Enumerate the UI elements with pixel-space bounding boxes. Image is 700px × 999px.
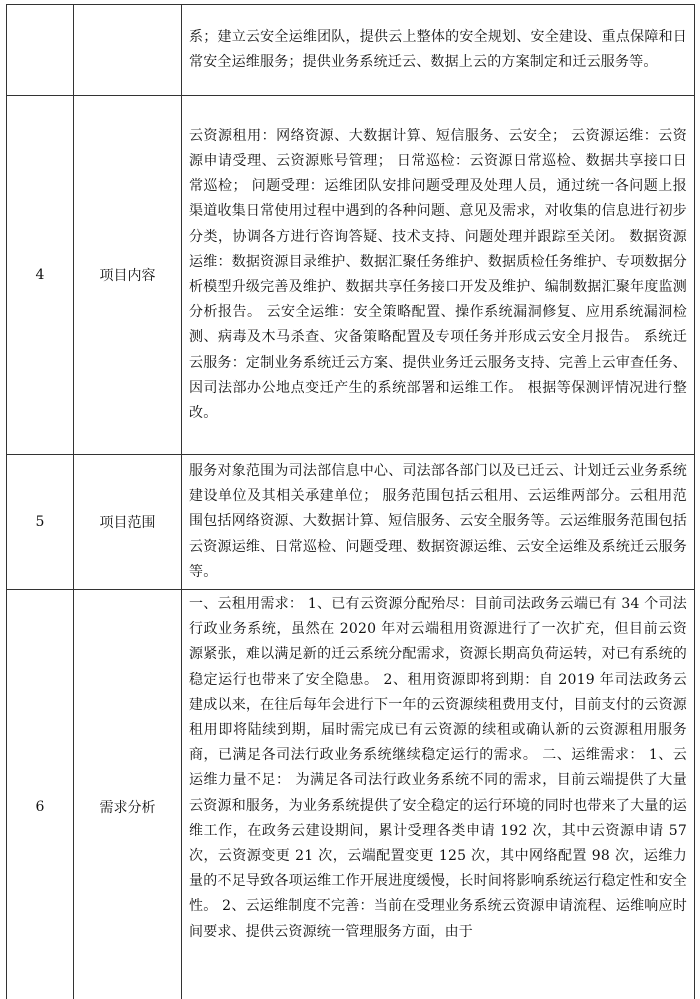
project-info-table — [6, 4, 695, 999]
row-label: 项目内容 — [74, 96, 182, 455]
row-label: 需求分析 — [74, 590, 182, 999]
row-number: 6 — [7, 590, 74, 999]
table-row — [7, 5, 695, 96]
table-row — [7, 96, 695, 455]
table-row — [7, 590, 695, 999]
row-content: 服务对象范围为司法部信息中心、司法部各部门以及已迁云、计划迁云业务系统建设单位及其相关承建单位； 服务范围包括云租用、云运维两部分。云租用范围包括网络资源、大数据计算、短信服务、云安全服务等。云运维服务范围包括云资源运维、日常巡检、问题受理、数据资源运维、云安全运维及系统迁云服务等。 — [182, 455, 695, 590]
row-content: 一、云租用需求： 1、已有云资源分配殆尽：目前司法政务云端已有 34 个司法行政业务系统，虽然在 2020 年对云端租用资源进行了一次扩充，但目前云资源紧张，难以满足新的迁云系统分配需求，资源长期高负荷运转，对已有系统的稳定运行也带来了安全隐患。 2、租用资源即将到期：自 2019 年司法政务云建成以来，在往后每年会进行下一年的云资源续租费用支付，目前支付的云资源租用即将陆续到期，届时需完成已有云资源的续租或确认新的云资源租用服务商，已满足各司法行政业务系统继续稳定运行的需求。 二、运维需求： 1、云运维力量不足： 为满足各司法行政业务系统不同的需求，目前云端提供了大量云资源和服务，为业务系统提供了安全稳定的运行环境的同时也带来了大量的运维工作，在政务云建设期间，累计受理各类申请 192 次，其中云资源申请 57 次，云资源变更 21 次，云端配置变更 125 次，其中网络配置 98 次，运维力量的不足导致各项运维工作开展进度缓慢，长时间将影响系统运行稳定性和安全性。 2、云运维制度不完善：当前在受理业务系统云资源申请流程、运维响应时间要求、提供云资源统一管理服务方面，由于 — [182, 590, 695, 999]
row-number — [7, 5, 74, 96]
row-number: 5 — [7, 455, 74, 590]
table-row — [7, 455, 695, 590]
row-content: 系；建立云安全运维团队，提供云上整体的安全规划、安全建设、重点保障和日常安全运维服务；提供业务系统迁云、数据上云的方案制定和迁云服务等。 — [182, 5, 695, 96]
row-content: 云资源租用：网络资源、大数据计算、短信服务、云安全； 云资源运维：云资源申请受理、云资源账号管理； 日常巡检：云资源日常巡检、数据共享接口日常巡检； 问题受理：运维团队安排问题受理及处理人员，通过统一各问题上报渠道收集日常使用过程中遇到的各种问题、意见及需求，对收集的信息进行初步分类，协调各方进行咨询答疑、技术支持、问题处理并跟踪至关闭。 数据资源运维：数据资源目录维护、数据汇聚任务维护、数据质检任务维护、专项数据分析模型升级完善及维护、数据共享任务接口开发及维护、编制数据汇聚年度监测分析报告。 云安全运维：安全策略配置、操作系统漏洞修复、应用系统漏洞检测、病毒及木马杀查、灾备策略配置及专项任务并形成云安全月报告。 系统迁云服务：定制业务系统迁云方案、提供业务迁云服务支持、完善上云审查任务、因司法部办公地点变迁产生的系统部署和运维工作。 根据等保测评情况进行整改。 — [182, 96, 695, 455]
row-number: 4 — [7, 96, 74, 455]
row-label: 项目范围 — [74, 455, 182, 590]
row-label — [74, 5, 182, 96]
